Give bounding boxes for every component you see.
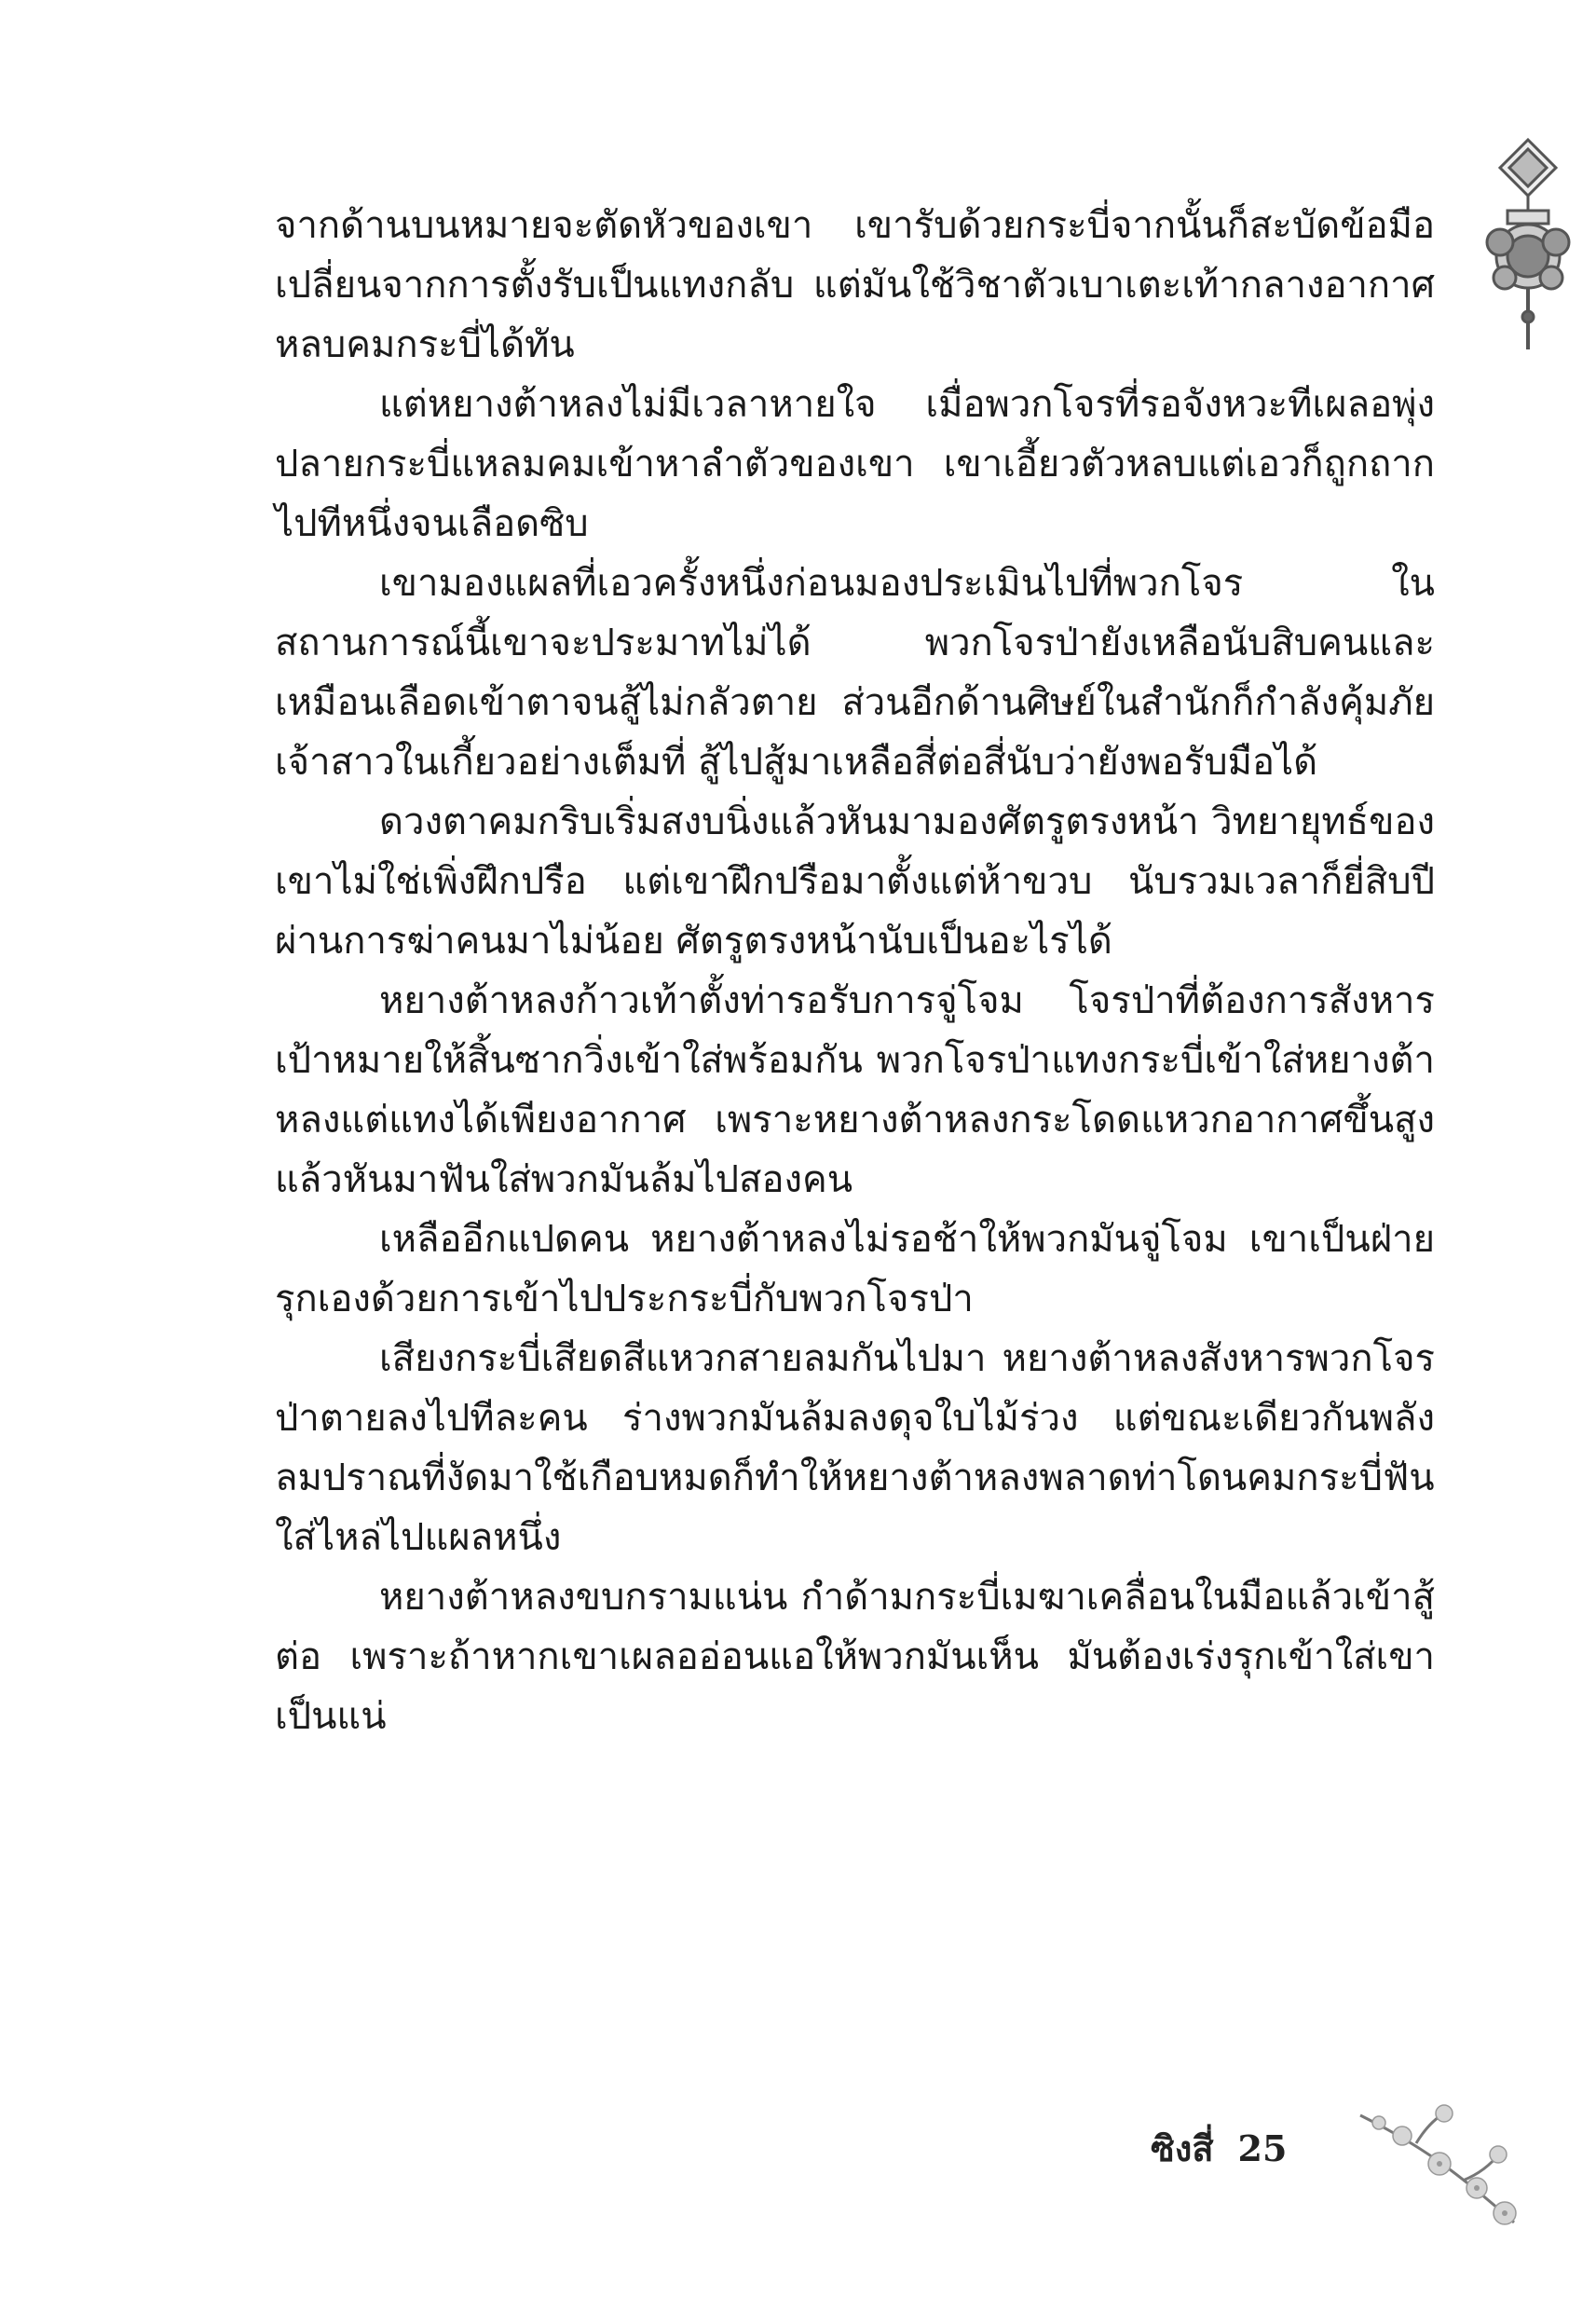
paragraph-4: ดวงตาคมกริบเริ่มสงบนิ่งแล้วหันมามองศัตรูตรงหน้า วิทยายุทธ์ของเขาไม่ใช่เพิ่งฝึกปรือ แต่เขาฝึกปรือมาตั้งแต่ห้าขวบ นับรวมเวลาก็ยี่สิบปี ผ่านการฆ่าคนมาไม่น้อย ศัตรูตรงหน้านับเป็นอะไรได้ bbox=[275, 800, 1435, 963]
book-title: ซิงสี่ bbox=[1151, 2127, 1214, 2169]
page-body bbox=[275, 196, 1435, 1746]
page-number: 25 bbox=[1237, 2127, 1288, 2169]
chinese-knot-ornament-icon bbox=[1463, 130, 1593, 363]
paragraph-1: จากด้านบนหมายจะตัดหัวของเขา เขารับด้วยกระบี่จากนั้นก็สะบัดข้อมือเปลี่ยนจากการตั้งรับเป็นแทงกลับ แต่มันใช้วิชาตัวเบาเตะเท้ากลางอากาศหลบคมกระบี่ได้ทัน bbox=[275, 204, 1435, 366]
paragraph-2: แต่หยางต้าหลงไม่มีเวลาหายใจ เมื่อพวกโจรที่รอจังหวะทีเผลอพุ่งปลายกระบี่แหลมคมเข้าหาลำตัวของเขา เขาเอี้ยวตัวหลบแต่เอวก็ถูกถากไปทีหนึ่งจนเลือดซิบ bbox=[275, 383, 1435, 545]
paragraph-7: เสียงกระบี่เสียดสีแหวกสายลมกันไปมา หยางต้าหลงสังหารพวกโจรป่าตายลงไปทีละคน ร่างพวกมันล้มลงดุจใบไม้ร่วง แต่ขณะเดียวกันพลังลมปราณที่งัดมาใช้เกือบหมดก็ทำให้หยางต้าหลงพลาดท่าโดนคมกระบี่ฟันใส่ไหล่ไปแผลหนึ่ง bbox=[275, 1337, 1435, 1559]
page-footer bbox=[1151, 2120, 1287, 2177]
paragraph-3: เขามองแผลที่เอวครั้งหนึ่งก่อนมองประเมินไปที่พวกโจร ในสถานการณ์นี้เขาจะประมาทไม่ได้ พวกโจรป่ายังเหลือนับสิบคนและเหมือนเลือดเข้าตาจนสู้ไม่กลัวตาย ส่วนอีกด้านศิษย์ในสำนักก็กำลังคุ้มภัยเจ้าสาวในเกี้ยวอย่างเต็มที่ สู้ไปสู้มาเหลือสี่ต่อสี่นับว่ายังพอรับมือได้ bbox=[275, 562, 1435, 784]
paragraph-6: เหลืออีกแปดคน หยางต้าหลงไม่รอช้าให้พวกมันจู่โจม เขาเป็นฝ่ายรุกเองด้วยการเข้าไปประกระบี่กับพวกโจรป่า bbox=[275, 1218, 1435, 1320]
paragraph-5: หยางต้าหลงก้าวเท้าตั้งท่ารอรับการจู่โจม โจรป่าที่ต้องการสังหารเป้าหมายให้สิ้นซากวิ่งเข้าใส่พร้อมกัน พวกโจรป่าแทงกระบี่เข้าใส่หยางต้าหลงแต่แทงได้เพียงอากาศ เพราะหยางต้าหลงกระโดดแหวกอากาศขึ้นสูงแล้วหันมาฟันใส่พวกมันล้มไปสองคน bbox=[275, 979, 1435, 1201]
paragraph-8: หยางต้าหลงขบกรามแน่น กำด้ามกระบี่เมฆาเคลื่อนในมือแล้วเข้าสู้ต่อ เพราะถ้าหากเขาเผลออ่อนแอให้พวกมันเห็น มันต้องเร่งรุกเข้าใส่เขาเป็นแน่ bbox=[275, 1576, 1435, 1738]
plum-blossom-branch-icon bbox=[1351, 2097, 1528, 2236]
